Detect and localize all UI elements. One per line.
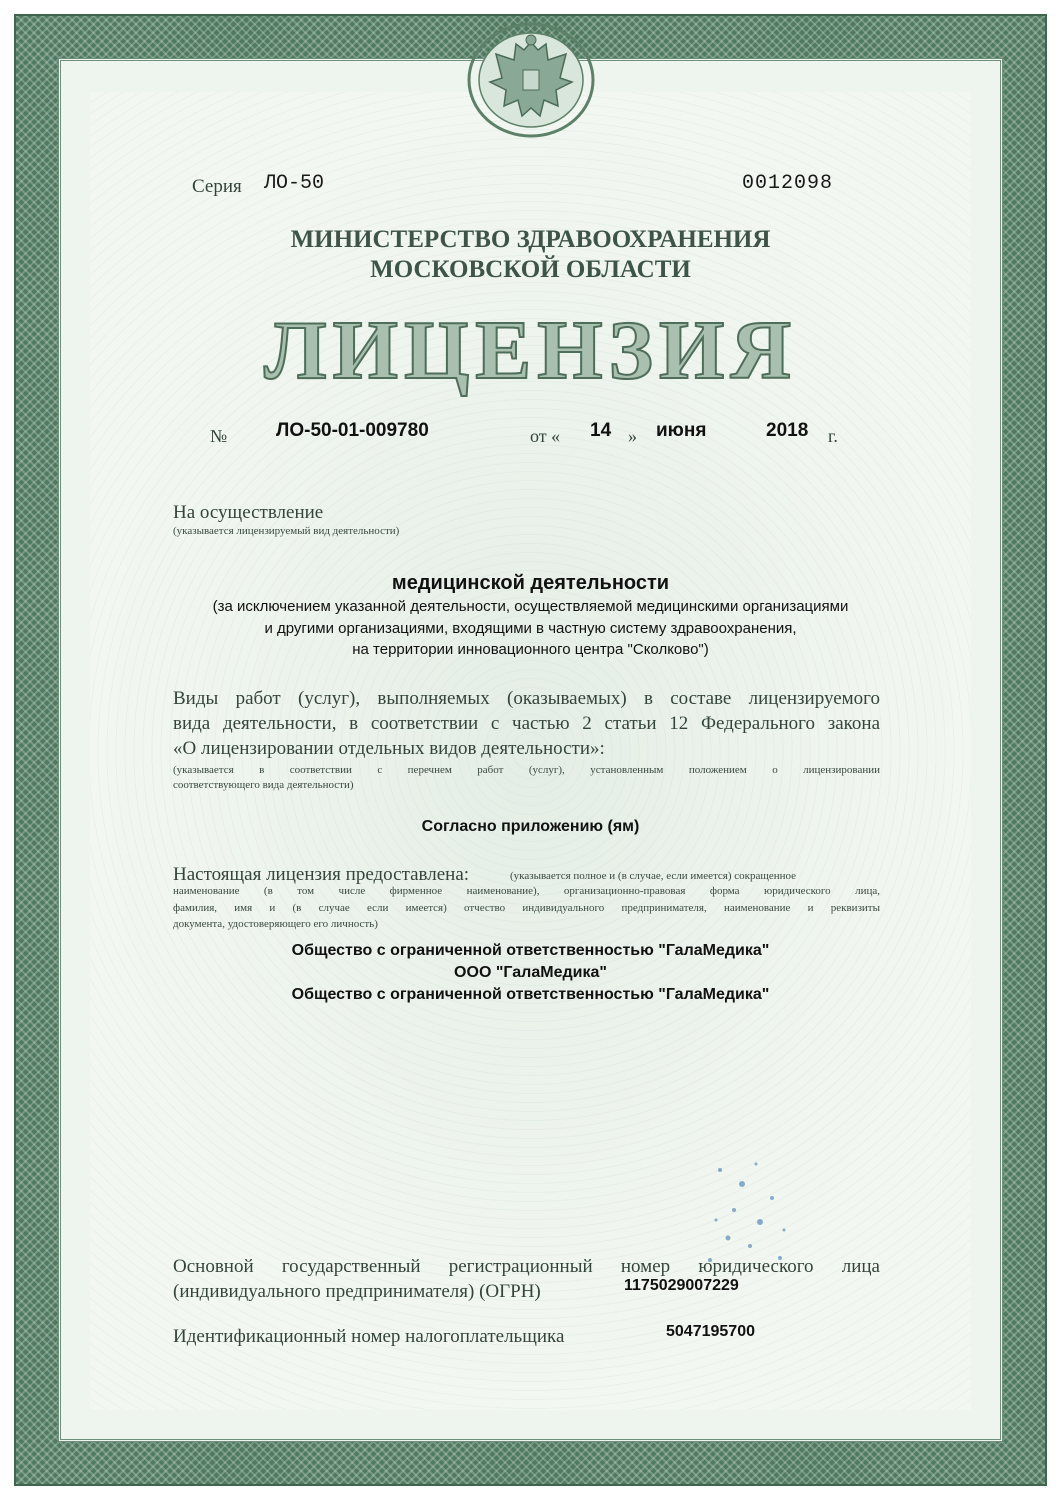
ogrn-line-1: Основной государственный регистрационный номер юридического лица xyxy=(173,1256,880,1277)
licensee-hint-line-3: документа, удостоверяющего его личность) xyxy=(173,918,378,930)
licensee-name-full: Общество с ограниченной ответственностью "ГалаМедика" xyxy=(291,942,770,959)
from-label: от « xyxy=(530,426,561,446)
activity-details-line-2: и другими организациями, входящими в частную систему здравоохранения, xyxy=(264,620,797,637)
activity-name: медицинской деятельности xyxy=(391,572,670,594)
inn-value: 5047195700 xyxy=(666,1323,755,1340)
licensee-label: Настоящая лицензия предоставлена: xyxy=(173,864,470,885)
license-day: 14 xyxy=(590,420,612,441)
works-line-2: вида деятельности, в соответствии с частью 2 статьи 12 Федерального закона xyxy=(173,713,880,734)
form-number: 0012098 xyxy=(742,172,834,195)
ogrn-value: 1175029007229 xyxy=(624,1277,739,1294)
ogrn-line-2: (индивидуального предпринимателя) (ОГРН) xyxy=(173,1281,541,1302)
activity-details-line-1: (за исключением указанной деятельности, осуществляемой медицинскими организациями xyxy=(212,598,849,615)
ministry-line-1: МИНИСТЕРСТВО ЗДРАВООХРАНЕНИЯ xyxy=(290,226,771,253)
works-line-1: Виды работ (услуг), выполняемых (оказываемых) в составе лицензируемого xyxy=(173,688,880,709)
works-line-3: «О лицензировании отдельных видов деятельности»: xyxy=(173,738,605,759)
year-suffix: г. xyxy=(828,426,838,446)
series-label: Серия xyxy=(192,176,242,197)
coat-of-arms-icon xyxy=(466,20,596,140)
works-value: Согласно приложению (ям) xyxy=(421,818,640,835)
activity-hint: (указывается лицензируемый вид деятельности) xyxy=(173,525,400,537)
license-number: ЛО-50-01-009780 xyxy=(276,420,429,441)
license-month: июня xyxy=(656,420,707,441)
inn-label: Идентификационный номер налогоплательщика xyxy=(173,1326,565,1347)
works-hint-line-2: соответствующего вида деятельности) xyxy=(173,779,354,791)
document-title: ЛИЦЕНЗИЯ xyxy=(264,304,797,397)
activity-details-line-3: на территории инновационного центра "Сколково") xyxy=(352,641,709,658)
license-year: 2018 xyxy=(766,420,809,441)
quote-close: » xyxy=(628,426,637,446)
licensee-hint-line-2: фамилия, имя и (в случае если имеется) отчество индивидуального предпринимателя, наименование и реквизиты xyxy=(173,902,880,914)
series-value: ЛО-50 xyxy=(264,172,325,195)
licensee-hint-inline: (указывается полное и (в случае, если имеется) сокращенное xyxy=(510,870,797,882)
ministry-line-2: МОСКОВСКОЙ ОБЛАСТИ xyxy=(370,256,691,283)
activity-label: На осуществление xyxy=(173,502,324,523)
works-hint-line-1: (указывается в соответствии с перечнем работ (услуг), установленным положением о лицензировании xyxy=(173,764,880,776)
licensee-name-short: ООО "ГалаМедика" xyxy=(454,964,607,981)
licensee-name-brand: Общество с ограниченной ответственностью "ГалаМедика" xyxy=(291,986,770,1003)
number-sign: № xyxy=(210,426,228,446)
licensee-hint-line-1: наименование (в том числе фирменное наименование), организационно-правовая форма юридического лица, xyxy=(173,885,880,897)
